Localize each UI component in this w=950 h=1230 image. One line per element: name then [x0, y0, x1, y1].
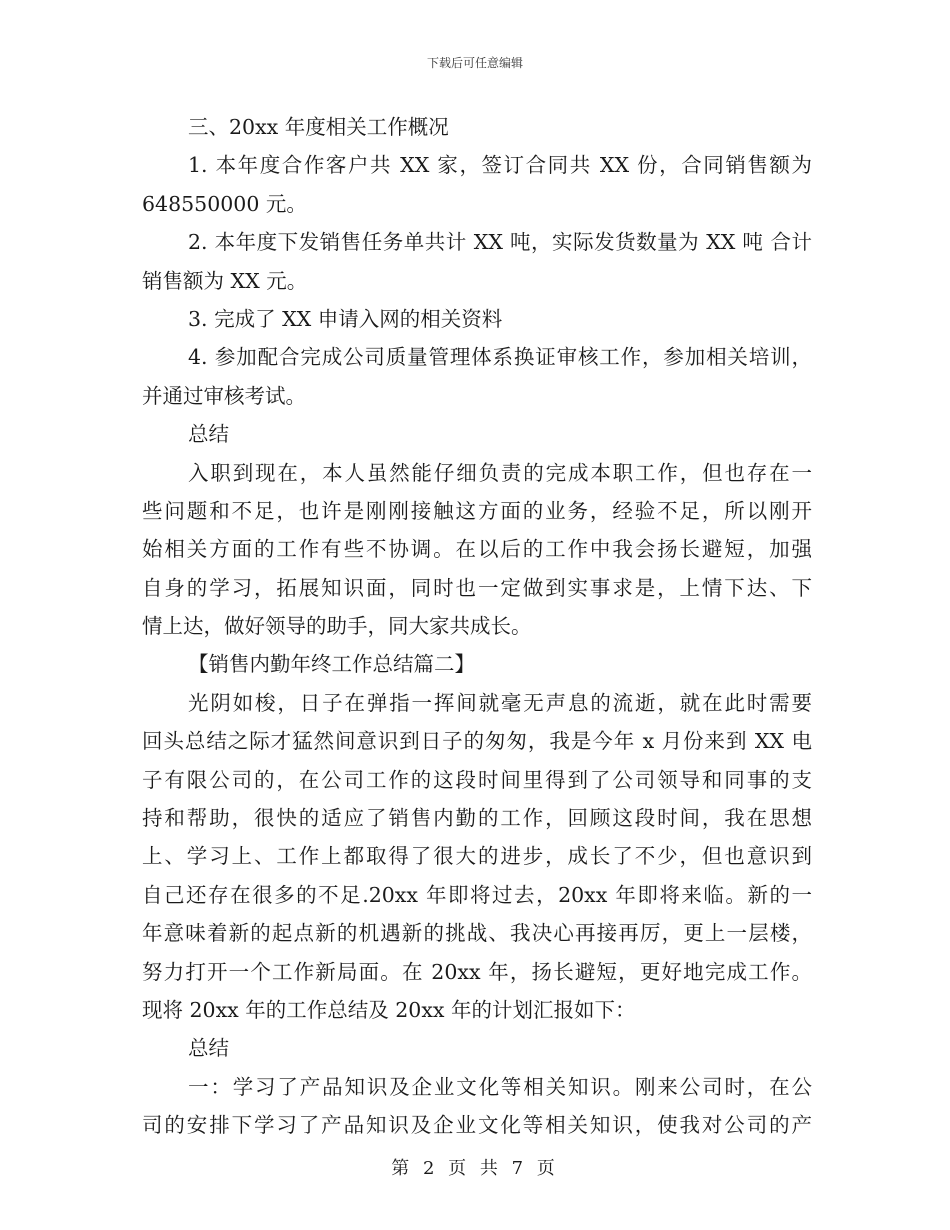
- text-line: 上、学习上、工作上都取得了很大的进步，成长了不少，但也意识到: [142, 844, 812, 869]
- text-line: 总结: [188, 1036, 229, 1061]
- text-line: 自身的学习，拓展知识面，同时也一定做到实事求是，上情下达、下: [142, 575, 812, 600]
- text-line: 光阴如梭，日子在弹指一挥间就毫无声息的流逝，就在此时需要: [188, 690, 812, 715]
- text-line: 始相关方面的工作有些不协调。在以后的工作中我会扬长避短，加强: [142, 537, 812, 562]
- text-line: 些问题和不足，也许是刚刚接触这方面的业务，经验不足，所以刚开: [142, 498, 812, 523]
- text-line: 子有限公司的，在公司工作的这段时间里得到了公司领导和同事的支: [142, 767, 812, 792]
- text-line: 2. 本年度下发销售任务单共计 XX 吨，实际发货数量为 XX 吨 合计: [188, 230, 812, 255]
- text-line: 3. 完成了 XX 申请入网的相关资料: [188, 306, 503, 331]
- text-line: 情上达，做好领导的助手，同大家共成长。: [142, 614, 532, 639]
- page-header: 下载后可任意编辑: [426, 56, 523, 70]
- text-line: 总结: [188, 422, 229, 447]
- page-footer: 第 2 页 共 7 页: [391, 1158, 559, 1179]
- text-line: 一：学习了产品知识及企业文化等相关知识。刚来公司时，在公: [188, 1074, 812, 1099]
- text-line: 销售额为 XX 元。: [142, 268, 308, 293]
- text-line: 年意味着新的起点新的机遇新的挑战、我决心再接再厉，更上一层楼，: [142, 921, 812, 946]
- text-line: 入职到现在，本人虽然能仔细负责的完成本职工作，但也存在一: [188, 460, 812, 485]
- text-line: 并通过审核考试。: [142, 383, 306, 408]
- document-body: [142, 108, 812, 1145]
- text-line: 648550000 元。: [142, 191, 307, 216]
- text-line: 【销售内勤年终工作总结篇二】: [188, 652, 475, 677]
- text-line: 三、20xx 年度相关工作概况: [188, 115, 449, 139]
- text-line: 1. 本年度合作客户共 XX 家，签订合同共 XX 份，合同销售额为: [188, 153, 812, 178]
- text-line: 司的安排下学习了产品知识及企业文化等相关知识，使我对公司的产: [142, 1113, 812, 1138]
- text-line: 现将 20xx 年的工作总结及 20xx 年的计划汇报如下：: [142, 997, 636, 1022]
- text-line: 回头总结之际才猛然间意识到日子的匆匆，我是今年 x 月份来到 XX 电: [142, 729, 812, 754]
- text-line: 持和帮助，很快的适应了销售内勤的工作，回顾这段时间，我在思想: [142, 806, 812, 831]
- text-line: 自己还存在很多的不足.20xx 年即将过去，20xx 年即将来临。新的一: [142, 882, 812, 907]
- text-line: 4. 参加配合完成公司质量管理体系换证审核工作，参加相关培训，: [188, 345, 812, 370]
- text-line: 努力打开一个工作新局面。在 20xx 年，扬长避短，更好地完成工作。: [142, 959, 812, 984]
